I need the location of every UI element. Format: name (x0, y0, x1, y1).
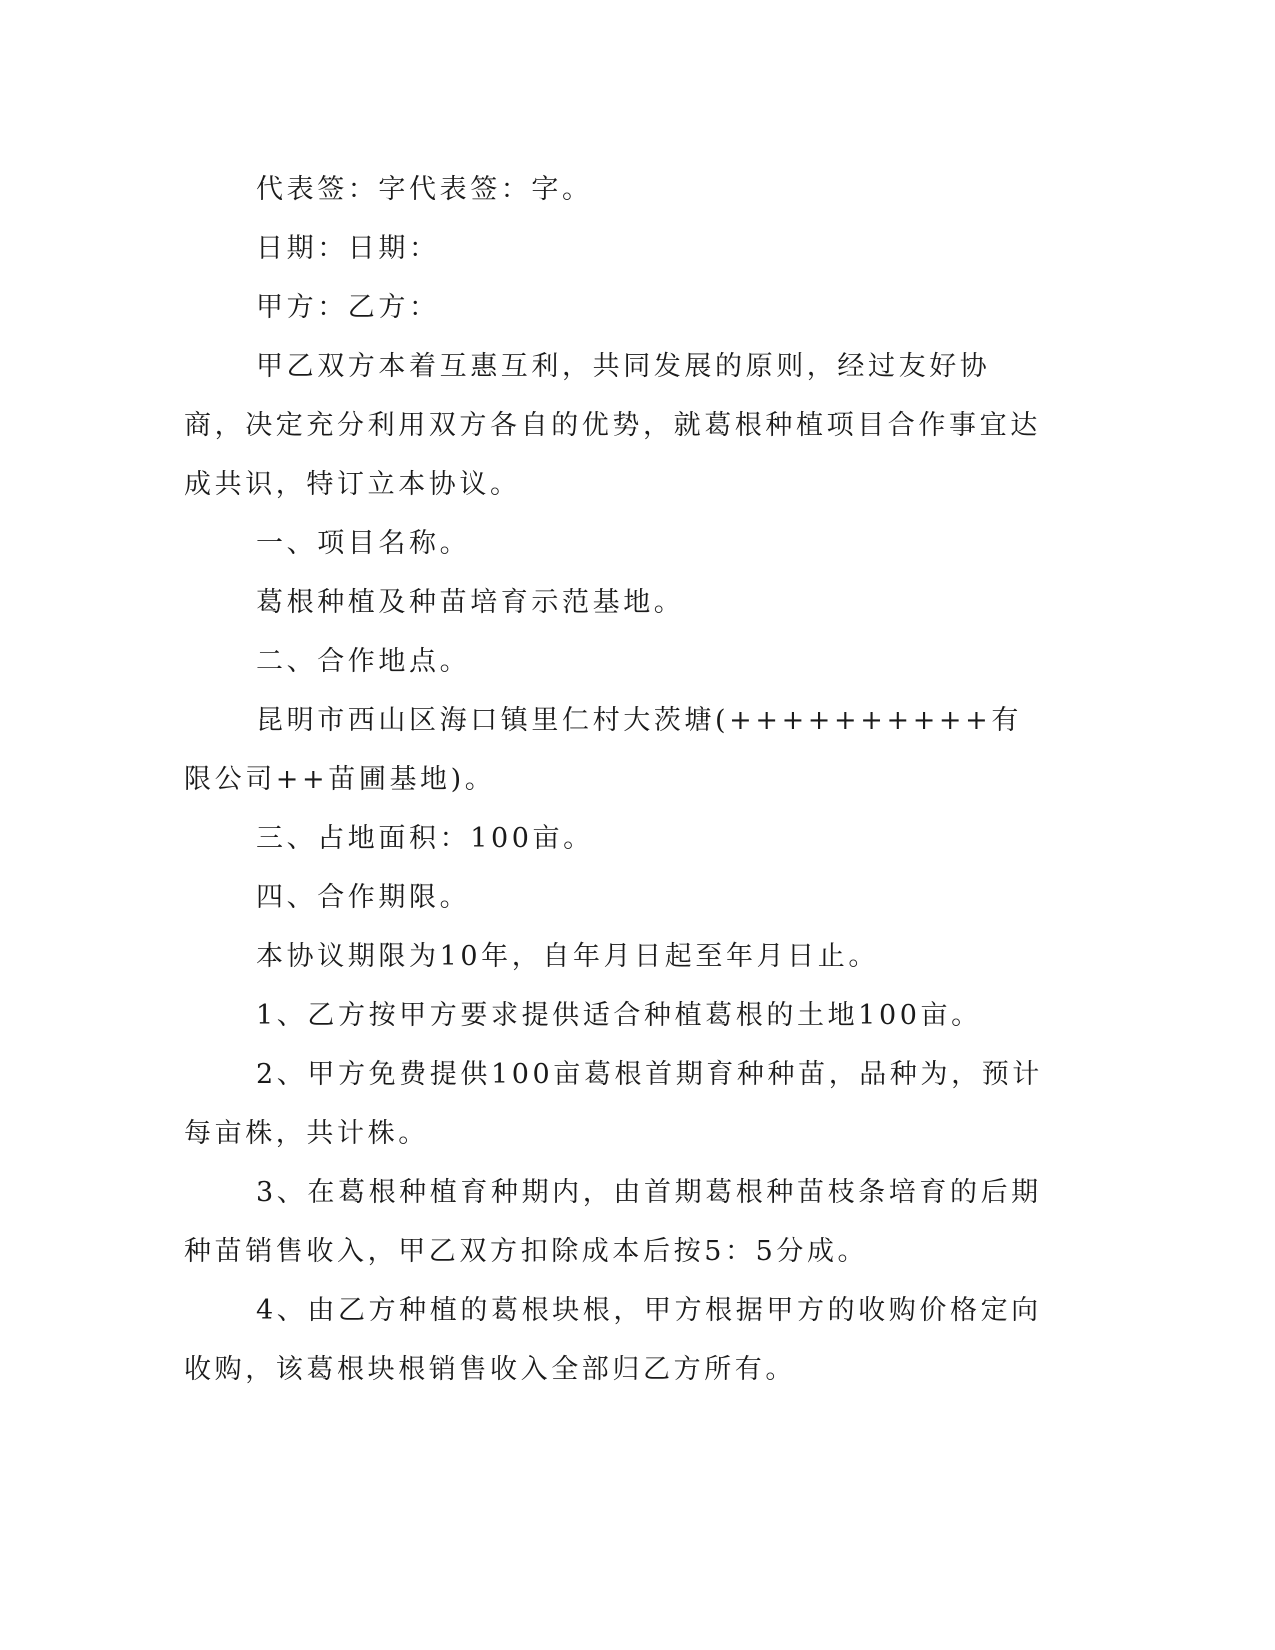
parties-line: 甲方：乙方： (256, 292, 440, 323)
clause-4: 4、由乙方种植的葛根块根，甲方根据甲方的收购价格定向收购，该葛根块根销售收入全部归乙方所有。 (184, 1295, 1042, 1385)
clause-3: 3、在葛根种植育种期内，由首期葛根种苗枝条培育的后期种苗销售收入，甲乙双方扣除成本后按5：5分成。 (184, 1177, 1042, 1267)
section-heading-term: 四、合作期限。 (256, 882, 471, 913)
date-line: 日期：日期： (256, 233, 440, 264)
signature-line: 代表签：字代表签：字。 (256, 174, 593, 205)
document-body (184, 160, 1044, 1399)
section-heading-area: 三、占地面积：100亩。 (256, 823, 594, 854)
section-heading-location: 二、合作地点。 (256, 646, 471, 677)
clause-1: 1、乙方按甲方要求提供适合种植葛根的土地100亩。 (256, 1000, 982, 1031)
term-text: 本协议期限为10年，自年月日起至年月日止。 (256, 941, 879, 972)
project-name-text: 葛根种植及种苗培育示范基地。 (256, 587, 685, 618)
location-text: 昆明市西山区海口镇里仁村大茨塘(++++++++++有限公司++苗圃基地)。 (184, 705, 1022, 795)
preamble-paragraph: 甲乙双方本着互惠互利，共同发展的原则，经过友好协商，决定充分利用双方各自的优势，就葛根种植项目合作事宜达成共识，特订立本协议。 (184, 351, 1041, 500)
clause-2: 2、甲方免费提供100亩葛根首期育种种苗，品种为，预计每亩株，共计株。 (184, 1059, 1043, 1149)
section-heading-project-name: 一、项目名称。 (256, 528, 471, 559)
